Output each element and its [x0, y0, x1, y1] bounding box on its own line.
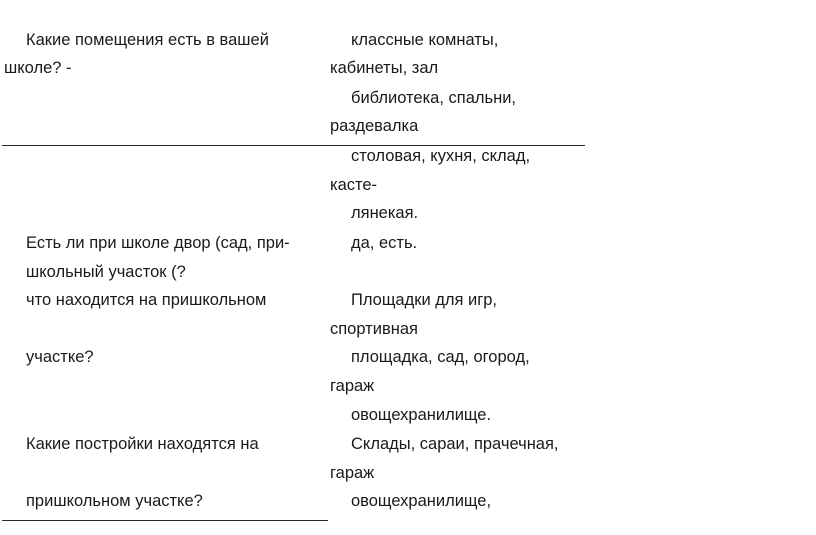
- answer-line: кабинеты, зал: [330, 59, 439, 77]
- answer-line: Склады, сараи, прачечная,: [351, 435, 559, 453]
- answer-line: столовая, кухня, склад,: [351, 147, 531, 165]
- answer-line: классные комнаты,: [351, 31, 499, 49]
- answer-line: библиотека, спальни,: [351, 89, 517, 107]
- answer-line: спортивная: [330, 320, 418, 338]
- section-divider: [2, 145, 585, 146]
- question-line: что находится на пришкольном: [26, 291, 267, 309]
- section-divider: [2, 520, 328, 521]
- question-line: Какие постройки находятся на: [26, 435, 259, 453]
- question-line: школьный участок (?: [26, 263, 186, 281]
- answer-line: площадка, сад, огород,: [351, 348, 530, 366]
- answer-line: раздевалка: [330, 117, 419, 135]
- question-line: Есть ли при школе двор (сад, при-: [26, 234, 290, 252]
- answer-line: овощехранилище,: [351, 492, 492, 510]
- answer-line: гараж: [330, 377, 375, 395]
- question-line: пришкольном участке?: [26, 492, 203, 510]
- question-line: участке?: [26, 348, 94, 366]
- answer-line: касте-: [330, 176, 378, 194]
- answer-line: лянекая.: [351, 204, 419, 222]
- answer-line: Площадки для игр,: [351, 291, 498, 309]
- question-line: школе? -: [4, 59, 72, 77]
- answer-line: овощехранилище.: [351, 406, 492, 424]
- question-line: Какие помещения есть в вашей: [26, 31, 269, 49]
- answer-line: гараж: [330, 464, 375, 482]
- answer-line: да, есть.: [351, 234, 418, 252]
